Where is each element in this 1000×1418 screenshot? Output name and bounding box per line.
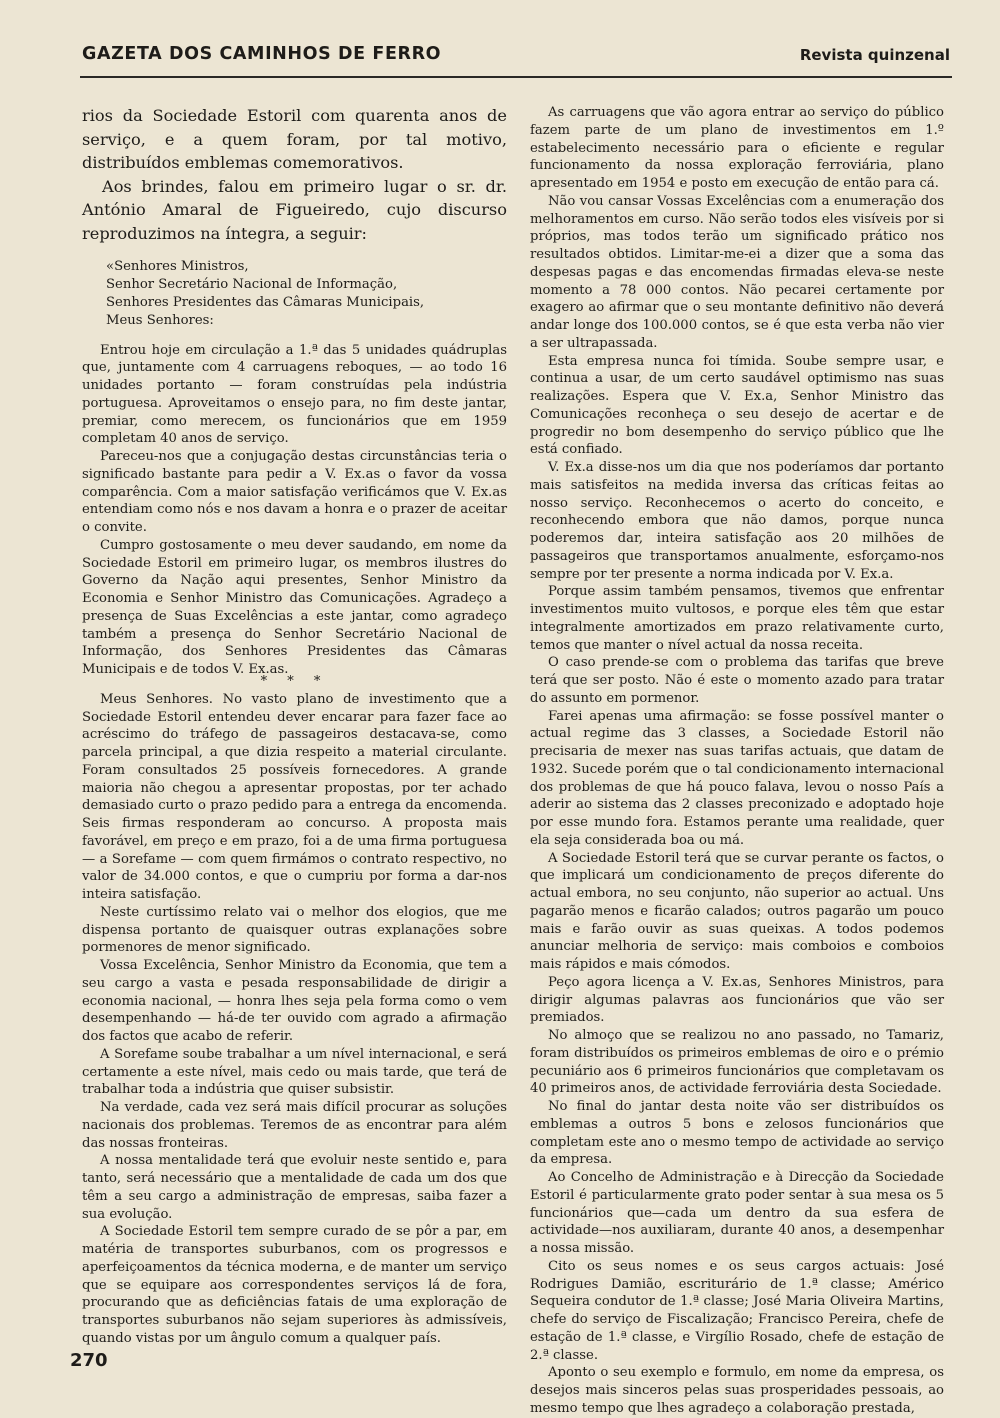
salutation: [106, 258, 507, 330]
lead-paragraph: Aos brindes, falou em primeiro lugar o sr. dr. António Amaral de Figueiredo, cujo discurso reproduzimos na íntegra, a seguir:: [82, 176, 507, 243]
lead-paragraph: rios da Sociedade Estoril com quarenta anos de serviço, e a quem foram, por tal motivo, distribuídos emblemas comemorativos.: [82, 106, 507, 173]
speech-paragraph: A Sociedade Estoril tem sempre curado de se pôr a par, em matéria de transportes suburbanos, com os progressos e aperfeiçoamentos da técnica moderna, e de manter um serviço que se equipare aos correspondentes serviços lá de fora, procurando que as deficiências fatais de uma exploração de transportes suburbanos não sejam superiores às admissíveis, quando vistas por um ângulo comum a qualquer país.: [82, 1224, 507, 1346]
speech-paragraph: Peço agora licença a V. Ex.as, Senhores Ministros, para dirigir algumas palavras aos funcionários que vão ser premiados.: [530, 974, 944, 1026]
salutation-line: Meus Senhores:: [106, 312, 214, 328]
journal-title: GAZETA DOS CAMINHOS DE FERRO: [82, 44, 442, 64]
speech-paragraph: Esta empresa nunca foi tímida. Soube sempre usar, e continua a usar, de um certo saudável optimismo nas suas realizações. Espera que V. Ex.a, Senhor Ministro das Comunicações reconheça o seu desejo de acertar e de progredir no bom desempenho do serviço público que lhe está confiado.: [530, 353, 944, 458]
speech-paragraph: Vossa Excelência, Senhor Ministro da Economia, que tem a seu cargo a vasta e pesada responsabilidade de dirigir a economia nacional, — honra lhes seja pela forma como o vem desempenhando — há-de ter ouvido com agrado a afirmação dos factos que acabo de referir.: [82, 958, 507, 1045]
page-number: 270: [70, 1350, 108, 1371]
speech-paragraph: Cito os seus nomes e os seus cargos actuais: José Rodrigues Damião, escriturário de 1.ª classe; Américo Sequeira condutor de 1.ª classe; José Maria Oliveira Martins, chefe do serviço de Fiscalização; Francisco Pereira, chefe de estação de 1.ª classe, e Virgílio Rosado, chefe de estação de 2.ª classe.: [530, 1258, 944, 1363]
speech-paragraph: No final do jantar desta noite vão ser distribuídos os emblemas a outros 5 bons e zelosos funcionários que completam este ano o mesmo tempo de actividade ao serviço da empresa.: [530, 1099, 944, 1168]
speech-paragraph: Na verdade, cada vez será mais difícil procurar as soluções nacionais dos problemas. Teremos de as encontrar para além das nossas fronteiras.: [82, 1100, 507, 1151]
salutation-line: Senhor Secretário Nacional de Informação,: [106, 276, 398, 292]
salutation-line: «Senhores Ministros,: [106, 258, 249, 274]
speech-paragraph: Farei apenas uma afirmação: se fosse possível manter o actual regime das 3 classes, a Sociedade Estoril não precisaria de mexer nas suas tarifas actuais, que datam de 1932. Sucede porém que o tal condicionamento internacional dos problemas de que há pouco falava, levou o nosso País a aderir ao sistema das 2 classes preconizado e adoptado hoje por esse mundo fora. Estamos perante uma realidade, quer ela seja considerada boa ou má.: [530, 708, 944, 848]
journal-subtitle: Revista quinzenal: [799, 46, 950, 64]
speech-paragraph: A Sociedade Estoril terá que se curvar perante os factos, o que implicará um condicionamento de preços diferente do actual embora, no seu conjunto, não superior ao actual. Uns pagarão menos e ficarão calados; outros pagarão um pouco mais e farão ouvir as suas queixas. A todos podemos anunciar melhoria de serviço: mais comboios e comboios mais rápidos e mais cómodos.: [530, 850, 944, 972]
speech-paragraph: A nossa mentalidade terá que evoluir neste sentido e, para tanto, será necessário que a mentalidade de cada um dos que têm a seu cargo a administração de empresas, saiba fazer a sua evolução.: [82, 1153, 507, 1222]
section-separator: * * *: [260, 673, 329, 689]
salutation-line: Senhores Presidentes das Câmaras Municipais,: [106, 294, 425, 310]
speech-paragraph: Neste curtíssimo relato vai o melhor dos elogios, que me dispensa portanto de quaisquer outras explanações sobre pormenores de menor significado.: [82, 904, 507, 956]
speech-paragraph: No almoço que se realizou no ano passado, no Tamariz, foram distribuídos os primeiros emblemas de oiro e o prémio pecuniário aos 6 primeiros funcionários que completavam os 40 primeiros anos, de actividade ferroviária desta Sociedade.: [530, 1028, 944, 1097]
speech-paragraph: Pareceu-nos que a conjugação destas circunstâncias teria o significado bastante para pedir a V. Ex.as o favor da vossa comparência. Com a maior satisfação verificámos que V. Ex.as entendiam como nós e nos davam a honra e o prazer de aceitar o convite.: [82, 449, 507, 536]
speech-paragraph: Ao Concelho de Administração e à Direcção da Sociedade Estoril é particularmente grato poder sentar à sua mesa os 5 funcionários que—cada um dentro da sua esfera de actividade—nos auxiliaram, durante 40 anos, a desempenhar a nossa missão.: [530, 1170, 944, 1256]
right-column: [530, 104, 944, 1418]
speech-paragraph: Meus Senhores. No vasto plano de investimento que a Sociedade Estoril entendeu dever encarar para fazer face ao acréscimo do tráfego de passageiros destacava-se, como parcela principal, a que dizia respeito a material circulante. Foram consultados 25 possíveis fornecedores. A grande maioria não chegou a apresentar propostas, por ter achado demasiado curto o prazo pedido para a entrega da encomenda. Seis firmas responderam ao concurso. A proposta mais favorável, em preço e em prazo, foi a de uma firma portuguesa — a Sorefame — com quem firmámos o contrato respectivo, no valor de 34.000 contos, e que o cumpriu por forma a dar-nos inteira satisfação.: [82, 691, 507, 903]
speech-paragraph: Cumpro gostosamente o meu dever saudando, em nome da Sociedade Estoril em primeiro lugar, os membros ilustres do Governo da Nação aqui presentes, Senhor Ministro da Economia e Senhor Ministro das Comunicações. Agradeço a presença de Suas Excelências a este jantar, como agradeço também a presença do Senhor Secretário Nacional de Informação, dos Senhores Presidentes das Câmaras Municipais e de todos V. Ex.as.: [82, 537, 507, 678]
speech-paragraph: Porque assim também pensamos, tivemos que enfrentar investimentos muito vultosos, e porque eles têm que estar integralmente amortizados em prazo relativamente curto, temos que manter o nível actual da nossa receita.: [530, 584, 944, 653]
speech-paragraph: Entrou hoje em circulação a 1.ª das 5 unidades quádruplas que, juntamente com 4 carruagens reboques, — ao todo 16 unidades portanto — foram construídas pela indústria portuguesa. Aproveitamos o ensejo para, no fim deste jantar, premiar, como merecem, os funcionários que em 1959 completam 40 anos de serviço.: [82, 342, 507, 447]
speech-paragraph: Aponto o seu exemplo e formulo, em nome da empresa, os desejos mais sinceros pelas suas prosperidades pessoais, ao mesmo tempo que lhes agradeço a colaboração prestada,: [530, 1365, 944, 1416]
left-column: [82, 104, 507, 1348]
speech-paragraph: A Sorefame soube trabalhar a um nível internacional, e será certamente a este nível, mais cedo ou mais tarde, que terá de trabalhar toda a indústria que quiser subsistir.: [82, 1046, 507, 1098]
speech-paragraph: O caso prende-se com o problema das tarifas que breve terá que ser posto. Não é este o momento azado para tratar do assunto em pormenor.: [530, 655, 944, 706]
speech-paragraph: Não vou cansar Vossas Excelências com a enumeração dos melhoramentos em curso. Não serão todos eles visíveis por si próprios, mas todos terão um significado prático nos resultados obtidos. Limitar-me-ei a dizer que a soma das despesas pagas e das encomendas firmadas eleva-se neste momento a 78 000 contos. Não pecarei certamente por exagero ao afirmar que o seu montante definitivo não deverá andar longe dos 100.000 contos, se é que esta verba não vier a ser ultrapassada.: [530, 193, 944, 351]
header-rule: [80, 76, 952, 78]
speech-paragraph: As carruagens que vão agora entrar ao serviço do público fazem parte de um plano de investimentos em 1.º estabelecimento necessário para o eficiente e regular funcionamento da nossa exploração ferroviária, plano apresentado em 1954 e posto em execução de então para cá.: [530, 105, 944, 191]
speech-paragraph: V. Ex.a disse-nos um dia que nos poderíamos dar portanto mais satisfeitos na medida inversa das críticas feitas ao nosso serviço. Reconhecemos o acerto do conceito, e reconhecendo embora que não damos, porque nunca poderemos dar, inteira satisfação aos 20 milhões de passageiros que transportamos anualmente, esforçamo-nos sempre por ter presente a norma indicada por V. Ex.a.: [530, 460, 944, 582]
